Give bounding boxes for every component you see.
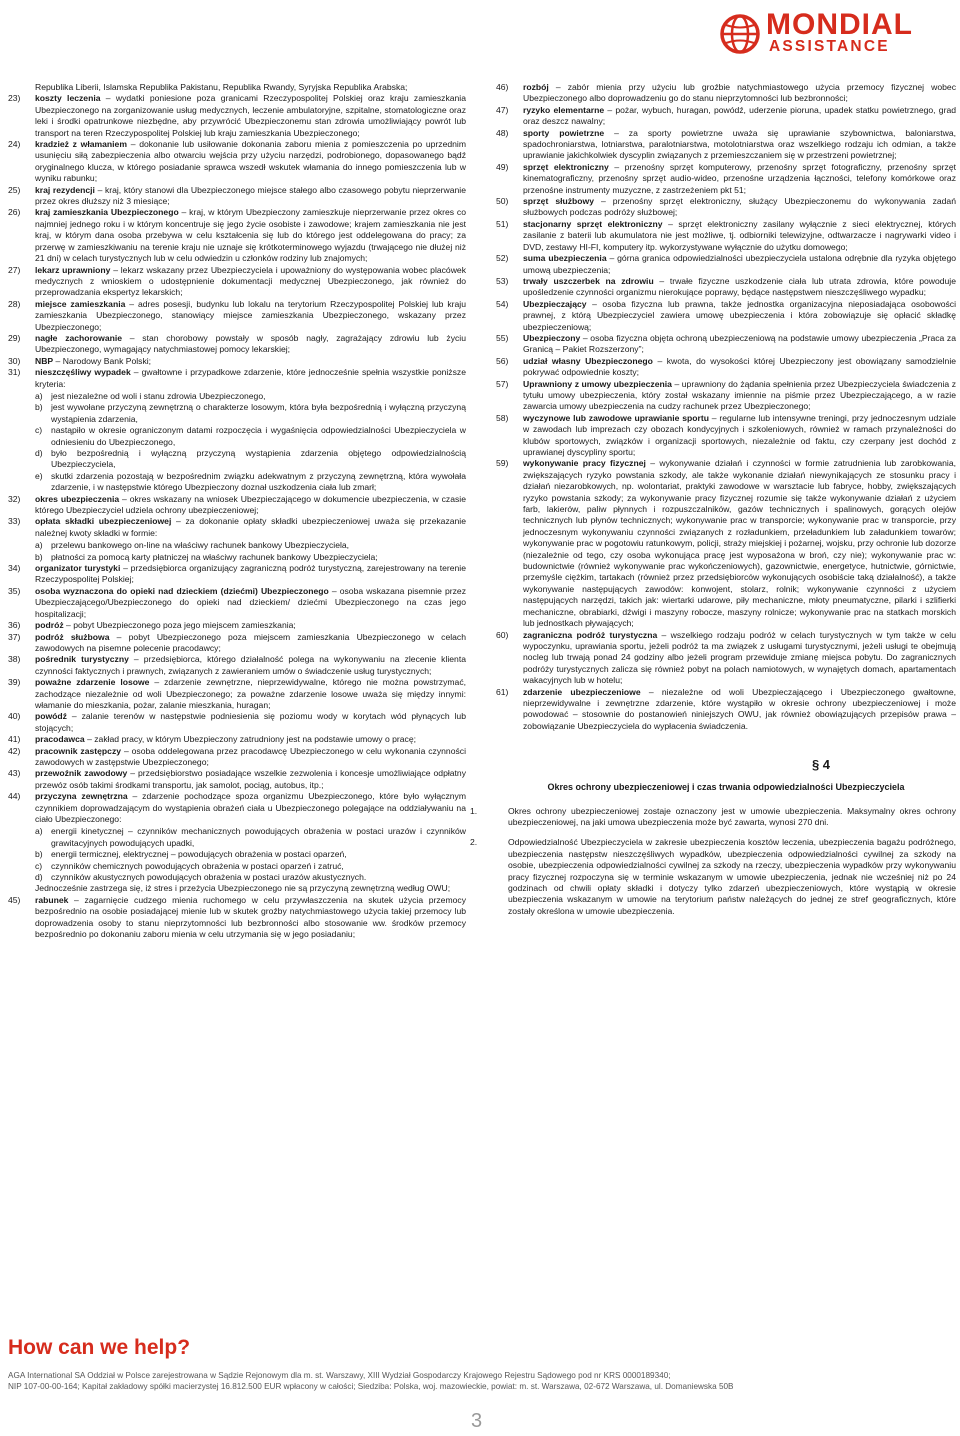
definition-body [35, 654, 466, 675]
subitem-letter: a) [35, 826, 43, 837]
definition-body [35, 768, 466, 789]
definition-item [8, 333, 466, 356]
subitem-text: czynników chemicznych powodujących obrażenia w postaci oparzeń i zatruć, [51, 860, 344, 871]
definition-term: poważne zdarzenie losowe [35, 677, 150, 688]
definition-item [496, 196, 956, 219]
definition-text: – stan chorobowy powstały w sposób nagły, zagrażający zdrowiu lub życiu Ubezpieczonego, wymagający natychmiastowej pomocy lekarskiej; [35, 332, 466, 355]
definition-number: 47) [496, 104, 509, 115]
definition-subitem [35, 471, 466, 494]
definition-item [496, 379, 956, 413]
section-paragraph [470, 805, 956, 829]
definition-text: – górna granica odpowiedzialności ubezpieczyciela ustalona odrębnie dla ryzyka objętego umową ubezpieczenia; [523, 253, 956, 275]
definition-text: – gwałtowne i przypadkowe zdarzenie, które jednocześnie spełnia wszystkie poniższe kryteria: [35, 367, 466, 389]
definition-text: – zdarzenie pochodzące spoza organizmu Ubezpieczonego, które było wyłącznym czynnikiem doprowadzającym do wystąpienia obrażeń ciała u Ubezpieczonego polegające na oddziaływaniu na ciało Ubezpieczonego: [35, 791, 467, 824]
definition-item [496, 162, 956, 196]
definition-term: pracodawca [35, 734, 85, 745]
definition-term: sporty powietrzne [523, 127, 605, 138]
definition-number: 30) [8, 355, 21, 366]
definition-number: 28) [8, 298, 21, 309]
mondial-logo [720, 10, 952, 58]
subitem-text: nastąpiło w okresie ograniczonym datami rozpoczęcia i wygaśnięcia odpowiedzialności Ubezpieczyciela w odniesieniu do Ubezpieczonego, [51, 425, 466, 447]
definition-text: – zdarzenie zewnętrzne, nieprzewidywalne, którego nie można powstrzymać, zachodzące niezależnie od woli Ubezpieczonego; za poważne zdarzenie losowe uważa się między innymi: włamanie do mieszkania, pożar, zalanie mieszkania, huragan; [35, 677, 467, 710]
definition-item [8, 207, 466, 264]
section-paragraph [470, 837, 956, 917]
definition-number: 52) [496, 253, 509, 264]
footer-line-2: NIP 107-00-00-164; Kapitał zakładowy spółki macierzystej 16.812.500 EUR wpłacony w całości; Siedziba: Polska, woj. mazowieckie, powiat: m. st. Warszawa, 02-672 Warszawa, ul. Domaniewska 50B [8, 1382, 734, 1391]
definition-item [496, 105, 956, 128]
definition-body [523, 458, 956, 628]
definition-number: 23) [8, 93, 21, 104]
definition-number: 32) [8, 493, 21, 504]
subitem-letter: b) [35, 402, 43, 413]
definition-item [8, 185, 466, 208]
definition-text: – zakład pracy, w którym Ubezpieczony zatrudniony jest na podstawie umowy o pracę; [84, 734, 417, 745]
definition-body [35, 746, 466, 767]
definition-item [8, 516, 466, 563]
definition-subitem [35, 402, 466, 425]
definition-item [496, 458, 956, 629]
subitem-text: energii kinetycznej – czynników mechanicznych powodujących obrażenia w postaci urazów i czynników grawitacyjnych powodujących upadki, [51, 826, 466, 848]
definition-body [35, 620, 296, 630]
definition-number: 49) [496, 161, 509, 172]
definition-subitem [35, 861, 466, 872]
definition-text: – przenośny sprzęt komputerowy, przenośny sprzęt fotograficzny, przenośny sprzęt kinematograficzny, przenośny sprzęt audio-wideo, przenośne urządzenia łączności, telefony komórkowe oraz przenośne instrumenty muzyczne, z zastrzeżeniem pkt 51; [523, 161, 957, 195]
definition-number: 25) [8, 184, 21, 195]
definition-term: nieszczęśliwy wypadek [35, 367, 131, 378]
definition-term: podróż [35, 620, 64, 631]
definition-term: organizator turystyki [35, 563, 121, 574]
subitem-letter: d) [35, 448, 43, 458]
left-column [8, 82, 466, 940]
definition-subitem [35, 448, 466, 471]
definition-body [35, 563, 466, 584]
definition-text: – okres wskazany na wniosek Ubezpieczającego w dokumencie ubezpieczenia, w czasie którego Ubezpieczyciel udziela ochrony ubezpieczeniowej; [35, 493, 466, 516]
definition-term: sprzęt służbowy [523, 196, 594, 207]
subitem-letter: a) [35, 390, 43, 401]
definition-text: – trwałe fizyczne uszkodzenie ciała lub utrata zdrowia, które powoduje upośledzenie czynności organizmu nierokujące poprawy, będące następstwem nieszczęśliwego wypadku; [523, 275, 956, 298]
definition-item [8, 734, 466, 745]
subitem-text: płatności za pomocą karty płatniczej na właściwy rachunek bankowy Ubezpieczyciela; [51, 551, 378, 562]
definition-body [35, 367, 466, 388]
paragraph-number: 2. [470, 837, 478, 848]
definition-item [496, 356, 956, 379]
definition-body [523, 105, 956, 126]
definition-text: – przedsiębiorstwo posiadające wszelkie zezwolenia i koncesje umożliwiające odpłatny przewóz osób takimi środkami transportu, jak samolot, pociąg, autobus, itp.; [35, 768, 467, 790]
left-definitions [8, 93, 466, 940]
definition-text: – pobyt Ubezpieczonego poza miejscem zamieszkania Ubezpieczonego w celach zawodowych na pisemne polecenie pracodawcy; [35, 631, 466, 653]
definition-term: udział własny Ubezpieczonego [523, 355, 653, 366]
definition-number: 36) [8, 620, 21, 631]
definition-number: 45) [8, 894, 21, 905]
right-definitions [496, 82, 956, 732]
definition-item [8, 677, 466, 711]
definition-term: rabunek [35, 894, 69, 905]
subitem-text: jest niezależne od woli i stanu zdrowia Ubezpieczonego, [51, 390, 266, 401]
definition-number: 31) [8, 367, 21, 378]
definition-number: 40) [8, 711, 21, 722]
definition-number: 55) [496, 332, 509, 343]
definition-body [35, 895, 466, 939]
definition-term: podróż służbowa [35, 631, 110, 642]
definition-term: trwały uszczerbek na zdrowiu [523, 275, 654, 286]
definition-item [496, 687, 956, 733]
definition-term: zagraniczna podróż turystyczna [523, 629, 658, 640]
definition-number: 24) [8, 139, 21, 150]
definition-term: koszty leczenia [35, 93, 101, 104]
definition-body [523, 379, 956, 412]
definition-subitem [35, 391, 466, 402]
definition-body [35, 711, 466, 732]
subitem-text: skutki zdarzenia pozostają w bezpośrednim związku adekwatnym z przyczyną zewnętrzną, która wywołała zdarzenie, i w następstwie którego Ubezpieczony doznał uszkodzenia ciała lub zmarł; [51, 470, 466, 493]
subitem-letter: c) [35, 425, 43, 436]
definition-term: kraj rezydencji [35, 184, 95, 195]
definition-body [35, 139, 466, 183]
definition-body [35, 791, 466, 824]
definition-body [523, 219, 956, 252]
definition-item [8, 299, 466, 333]
definition-body [523, 630, 956, 686]
definition-term: wykonywanie pracy fizycznej [523, 458, 646, 469]
definition-item [8, 494, 466, 517]
definition-text: – osoba fizyczna objęta ochroną ubezpieczeniową na podstawie umowy ubezpieczenia „Praca za Granicą – Pakiet Rozszerzony”; [523, 332, 956, 355]
definition-term: powódź [35, 711, 67, 722]
definition-item [8, 139, 466, 185]
definition-body [35, 516, 466, 537]
definition-body [523, 128, 956, 161]
definition-text: – lekarz wskazany przez Ubezpieczyciela i upoważniony do występowania wobec placówek medycznych z wnioskiem o udostępnienie dokumentacji medycznej Ubezpieczonego, jak również do przeprowadzania ekspertyz lekarskich; [35, 264, 466, 298]
definition-text: – zagarnięcie cudzego mienia ruchomego w celu przywłaszczenia na skutek użycia przemocy bezpośrednio na osobie posiadającej mienie lub w skutek groźby natychmiastowego użycia takiej przemocy lub doprowadzenia osoby to stanu nieprzytomności lub bezbronności albo stosowanie ww. środków przemocy bezpośrednio po dokonaniu zaboru mienia w celu utrzymania się w jego posiadaniu; [35, 894, 466, 940]
definition-item [496, 128, 956, 162]
definition-number: 41) [8, 734, 21, 745]
definition-body [35, 586, 466, 619]
definition-text: – osoba oddelegowana przez pracodawcę Ubezpieczonego w celu wykonania czynności zawodowych w zastępstwie Ubezpieczonego; [35, 745, 466, 767]
definition-number: 48) [496, 127, 509, 138]
definition-number: 46) [496, 82, 509, 92]
definition-item [8, 265, 466, 299]
definition-text: – za dokonanie opłaty składki ubezpieczeniowej uważa się przekazanie należnej kwoty składki w formie: [35, 516, 466, 538]
definition-item [8, 791, 466, 895]
definition-sublist [35, 540, 466, 563]
definition-text: – za sporty powietrzne uważa się uprawianie szybownictwa, baloniarstwa, spadochroniarstwa, lotniarstwa, paralotniarstwa, motolotniarstwa oraz wszelkiego rodzaju ich odmian, a także uprawianie jakichkolwiek dyscyplin związanych z przemieszczaniem się w przestrzeni powietrznej; [523, 127, 956, 161]
definition-number: 35) [8, 585, 21, 596]
definition-text: – wszelkiego rodzaju podróż w celach turystycznych w tym także w celu wypoczynku, uprawiania sportu, jeżeli podróż ta ma związek z usługami turystycznymi, jeżeli usługi te obejmują nocleg lub trwają ponad 24 godziny albo jeżeli program przewiduje zmianę miejsca pobytu. Do zagranicznych podróży turystycznych zalicza się również pobyt na polach namiotowych, w wynajętych domach, apartamentach wakacyjnych lub w hotelu; [523, 629, 956, 686]
definition-body [35, 265, 466, 298]
definition-text: – wykonywanie działań i czynności w formie zatrudnienia lub zarobkowania, zwiększających ryzyko powstania szkody, ale także wykonanie działań niewynikających ze stosunku pracy i działań niezarobkowych, np. wolontariat, praktyki zawodowe w warsztacie lub fabryce, hobby, zwiększających ryzyko powstania szkody; za wykonywanie pracy fizycznej rozumie się także wykonywanie działań z użyciem farb, lakierów, paliw płynnych i rozpuszczalników, gazów technicznych i spalinowych, gorących olejów technicznych lub płynów technicznych; wykonywanie prac w transporcie; wykonywanie prac w transporcie, przy jednoczesnym wykonywaniu czynności związanych z rozładunkiem, przeładunkiem lub załadunkiem towarów; wykonywanie prac w pogotowiu ratunkowym, policji, straży miejskiej i pożarnej, wojsku, przy ochronie lub dozorze (niezależnie od tego, czy osoba wykonująca pracę jest wyposażona w broń, czy nie); wykonywanie prac w: budownictwie (również wykonywanie prac wykończeniowych), gazownictwie, energetyce, hutnictwie, górnictwie, przemyśle ciężkim, tartakach (również przez przedsiębiorców wykonujących osobiście taką działalność), a także wykonywanie następujących zawodów: konwojent, stolarz, rolnik; wykonywanie czynności z użyciem następujących narzędzi, takich jak: wiertarki udarowe, piły mechaniczne, młoty pneumatyczne, pilarki i szlifierki mechaniczne, obrabiarki, dźwigi i maszyny robocze, maszyny rolnicze; wykonywanie prac na statkach morskich lub jednostkach pływających; [523, 458, 956, 629]
definition-term: rozbój [523, 82, 549, 92]
definition-item [496, 82, 956, 105]
definition-term: pracownik zastępczy [35, 745, 122, 756]
brand-subtitle: ASSISTANCE [769, 38, 890, 55]
definition-text: – dokonanie lub usiłowanie dokonania zaboru mienia z pomieszczenia po uprzednim usunięciu siłą zabezpieczenia albo otwarciu wejścia przy użyciu narzędzi, podrobionego, dopasowanego bądź oryginalnego klucza, w którego posiadanie sprawca wszedł wskutek włamania do innego pomieszczenia lub w wyniku rabunku; [35, 139, 466, 184]
definition-text: – kraj, w którym Ubezpieczony zamieszkuje nieprzerwanie przez okres co najmniej jednego roku i w którym koncentruje się jego życie osobiste i zawodowe; krajem zamieszkania nie jest kraj, w którym dana osoba przebywa w celu kształcenia się lub do którego jest oddelegowana do pracy; za przerwę w zamieszkiwaniu na terenie kraju nie uznaje się krótkoterminowego wyjazdu (trwającego nie dłużej niż 21 dni) w celach turystycznych lub w celu odwiedzin u członków rodziny lub znajomych; [35, 207, 466, 264]
definition-subitem [35, 872, 466, 883]
definition-text: – pożar, wybuch, huragan, powódź, uderzenie pioruna, upadek statku powietrznego, grad oraz deszcz nawalny; [523, 104, 957, 127]
subitem-letter: b) [35, 551, 43, 562]
brand-name: MONDIAL [766, 8, 913, 41]
subitem-letter: a) [35, 540, 43, 551]
definition-term: przyczyna zewnętrzna [35, 791, 128, 802]
definition-term: kradzież z włamaniem [35, 139, 127, 150]
definition-item [8, 586, 466, 620]
definition-item [496, 299, 956, 333]
left-intro: Republika Liberii, Islamska Republika Pakistanu, Republika Rwandy, Syryjska Republika Arabska; [35, 82, 408, 92]
definition-body [523, 162, 956, 195]
definition-term: Ubezpieczający [523, 298, 587, 309]
definition-text: – Narodowy Bank Polski; [53, 355, 152, 366]
definition-body [523, 299, 956, 332]
definition-term: okres ubezpieczenia [35, 493, 120, 504]
definition-item [8, 746, 466, 769]
definition-number: 34) [8, 563, 21, 574]
definition-item [8, 367, 466, 493]
definition-body [35, 356, 151, 366]
definition-term: wyczynowe lub zawodowe uprawianie sportu [523, 412, 709, 423]
definition-number: 33) [8, 516, 21, 527]
definition-term: stacjonarny sprzęt elektroniczny [523, 218, 663, 229]
footer [8, 1370, 948, 1392]
definition-term: osoba wyznaczona do opieki nad dzieckiem (dziećmi) Ubezpieczonego [35, 585, 329, 596]
definition-text: – sprzęt elektroniczny zasilany wyłącznie z sieci elektrycznej, których zasilanie z baterii lub akumulatora nie jest możliwe, tj. odbiorniki telewizyjne, odtwarzacze i nagrywarki video i DVD, zestawy HI-FI, komputery itp. wykorzystywane wyłącznie do użytku domowego; [523, 218, 957, 252]
definition-text: – przedsiębiorca, którego działalność polega na wykonywaniu na zlecenie klienta czynności faktycznych i prawnych, związanych z zawieraniem umów o świadczenie usług turystycznych; [35, 654, 466, 676]
definition-text: – zabór mienia przy użyciu lub groźbie natychmiastowego użycia przemocy fizycznej wobec Ubezpieczonego albo doprowadzeniu go do stanu nieprzytomności lub bezbronności; [523, 82, 956, 104]
definition-number: 59) [496, 458, 509, 469]
definition-item [8, 563, 466, 586]
subitem-letter: d) [35, 872, 43, 883]
subitem-text: było bezpośrednią i wyłączną przyczyną wystąpienia zdarzenia objętego odpowiedzialnością Ubezpieczyciela, [51, 448, 466, 470]
definition-body [523, 333, 956, 354]
definition-term: opłata składki ubezpieczeniowej [35, 516, 172, 527]
definition-number: 29) [8, 332, 21, 343]
definition-note: Jednocześnie zastrzega się, iż stres i przeżycia Ubezpieczonego nie są przyczyną zewnętrzną według OWU; [35, 883, 451, 894]
paragraph-text: Odpowiedzialność Ubezpieczyciela w zakresie ubezpieczenia kosztów leczenia, ubezpieczenia bagażu podróżnego, ubezpieczenia następstw nieszczęśliwych wypadków, ubezpieczenia odpowiedzialności cywilnej za szkody na osobie, ubezpieczenia odpowiedzialności cywilnej za szkody na rzeczy, ubezpieczenia wypadków przy wykonywaniu pracy fizycznej rozpoczyna się w terminie wskazanym w umowie ubezpieczenia, jednak nie wcześniej niż po 24 godzinach od chwili opłaty składki i dotyczy tylko zdarzeń ubezpieczeniowych, które wystąpią w okresie ubezpieczenia wskazanym w umowie na terytorium państw należących do jednej ze stref geograficznych, które zostały określona w umowie ubezpieczenia. [508, 837, 956, 916]
definition-number: 61) [496, 686, 509, 697]
definition-number: 53) [496, 275, 509, 286]
definition-subitem [35, 849, 466, 860]
definition-item [8, 93, 466, 139]
definition-item [8, 895, 466, 941]
paragraph-number: 1. [470, 805, 478, 816]
definition-subitem [35, 552, 466, 563]
definition-text: – osoba fizyczna lub prawna, także jednostka organizacyjna nieposiadająca osobowości prawnej, z którą Ubezpieczyciel zawiera umowę ubezpieczenia i która zobowiązuje się opłacić składkę ubezpieczeniową; [523, 298, 956, 332]
definition-body [35, 734, 416, 744]
definition-body [35, 299, 466, 332]
definition-term: ryzyko elementarne [523, 104, 605, 115]
definition-term: pośrednik turystyczny [35, 654, 129, 665]
definition-text: – regularne lub intensywne treningi, przy jednoczesnym udziale w zawodach lub imprezach czy obozach kondycyjnych i szkoleniowych, również w ramach przynależności do klubów sportowych, związków i organizacji sportowych, niezależnie od faktu, czy czerpany jest dochód z uprawianej dyscypliny sportu; [523, 412, 956, 457]
definition-item [496, 276, 956, 299]
help-heading: How can we help? [8, 1336, 191, 1359]
definition-body [35, 93, 466, 137]
definition-body [35, 632, 466, 653]
definition-number: 54) [496, 298, 509, 309]
definition-body [523, 413, 956, 457]
definition-number: 56) [496, 355, 509, 366]
definition-number: 58) [496, 412, 509, 423]
definition-text: – przedsiębiorca organizujący zagraniczną podróż turystyczną, zarejestrowany na terenie Rzeczypospolitej Polskiej; [35, 563, 466, 585]
definition-number: 42) [8, 745, 21, 756]
subitem-text: jest wywołane przyczyną zewnętrzną o charakterze losowym, która była bezpośrednią i wyłączną przyczyną wystąpienia zdarzenia, [51, 402, 466, 424]
definition-text: – przenośny sprzęt elektroniczny, służący Ubezpieczonemu do wykonywania zadań służbowych podczas podróży służbowej; [523, 196, 956, 218]
definition-number: 57) [496, 378, 509, 389]
definition-text: – wydatki poniesione poza granicami Rzeczypospolitej Polskiej oraz kraju zamieszkania Ubezpieczonego na zorganizowanie usług medycznych, leczenie ambulatoryjne, szpitalne, stomatologiczne oraz leki i środki opatrunkowe niezbędne, aby przywrócić Ubezpieczonemu stan zdrowia umożliwiający powrót lub transport na teren Rzeczypospolitej Polskiej lub kraju zamieszkania Ubezpieczonego; [35, 93, 466, 138]
definition-body [35, 207, 466, 263]
subitem-text: przelewu bankowego on-line na właściwy rachunek bankowy Ubezpieczyciela, [51, 540, 350, 551]
footer-line-1: AGA International SA Oddział w Polsce zarejestrowana w Sądzie Rejonowym dla m. st. Warszawy, XIII Wydział Gospodarczy Krajowego Rejestru Sądowego pod nr KRS 0000189340; [8, 1371, 671, 1380]
definition-item [8, 356, 466, 367]
definition-item [496, 413, 956, 459]
definition-item [496, 333, 956, 356]
subitem-letter: b) [35, 849, 43, 860]
definition-sublist [35, 826, 466, 883]
subitem-letter: c) [35, 860, 43, 871]
paragraph-text: Okres ochrony ubezpieczeniowej zostaje oznaczony jest w umowie ubezpieczenia. Maksymalny okres ochrony ubezpieczeniowej, na jaki umowa ubezpieczenia może być zawarta, wynosi 270 dni. [508, 805, 956, 827]
definition-number: 51) [496, 218, 509, 229]
right-column [470, 82, 957, 926]
definition-item [8, 654, 466, 677]
definition-text: – kwota, do wysokości której Ubezpieczony jest obowiązany samodzielnie pokrywać odpowiednie koszty; [523, 355, 957, 378]
definition-body [523, 356, 956, 377]
definition-term: sprzęt elektroniczny [523, 161, 609, 172]
definition-item [496, 219, 956, 253]
definition-term: miejsce zamieszkania [35, 298, 126, 309]
definition-item [8, 620, 466, 631]
definition-body [523, 253, 956, 274]
definition-text: – uprawniony do żądania spełnienia przez Ubezpieczyciela świadczenia z tytułu umowy ubezpieczenia, który został wskazany imiennie na piśmie przez Ubezpieczającego, a w razie zawarcia umowy ubezpieczenia na cudzy rachunek przez Ubezpieczonego; [523, 378, 956, 412]
definition-item [496, 630, 956, 687]
definition-text: – zalanie terenów w następstwie podniesienia się poziomu wody w korytach wód płynących lub stojących; [35, 711, 466, 733]
definition-text: – pobyt Ubezpieczonego poza jego miejscem zamieszkania; [63, 620, 296, 631]
definition-term: lekarz uprawniony [35, 264, 111, 275]
definition-term: NBP [35, 355, 54, 366]
definition-subitem [35, 425, 466, 448]
definition-number: 50) [496, 196, 509, 207]
definition-body [35, 185, 466, 206]
definition-body [35, 677, 466, 710]
definition-item [8, 632, 466, 655]
definition-number: 27) [8, 264, 21, 275]
definition-body [523, 82, 956, 103]
definition-term: kraj zamieszkania Ubezpieczonego [35, 207, 179, 218]
section-title: Okres ochrony ubezpieczeniowej i czas trwania odpowiedzialności Ubezpieczyciela [547, 782, 905, 793]
definition-number: 26) [8, 207, 21, 218]
subitem-text: energii termicznej, elektrycznej – powodujących obrażenia w postaci oparzeń, [51, 849, 347, 860]
definition-subitem [35, 540, 466, 551]
definition-number: 43) [8, 768, 21, 779]
definition-text: – kraj, który stanowi dla Ubezpieczonego miejsce stałego albo czasowego pobytu nieprzerwanie przez okres dłuższy niż 3 miesiące; [35, 184, 466, 207]
definition-text: – osoba wskazana pisemnie przez Ubezpieczającego/Ubezpieczonego do opieki nad dzieckiem/ dziećmi Ubezpieczonego na czas jego hospitalizacji; [35, 585, 466, 619]
definition-item [8, 711, 466, 734]
definition-term: nagłe zachorowanie [35, 332, 123, 343]
definition-subitem [35, 826, 466, 849]
definition-term: suma ubezpieczenia [523, 253, 607, 264]
section-sign: § 4 [811, 757, 831, 773]
definition-number: 44) [8, 791, 21, 802]
definition-term: Uprawniony z umowy ubezpieczenia [523, 378, 672, 389]
mondial-globe-icon [720, 14, 760, 54]
definition-number: 37) [8, 631, 21, 642]
definition-body [523, 687, 956, 731]
definition-term: przewoźnik zawodowy [35, 768, 128, 779]
definition-item [8, 768, 466, 791]
definition-text: – niezależne od woli Ubezpieczającego i Ubezpieczonego gwałtowne, nieprzewidywalne i zewnętrzne zdarzenie, które wystąpiło w okresie ochrony ubezpieczeniowej i może powodować – stosownie do postanowień niniejszych OWU, jak również obowiązujących przepisów prawa – zobowiązanie Ubezpieczyciela do wypłacenia świadczenia. [523, 686, 957, 731]
definition-number: 39) [8, 677, 21, 688]
subitem-letter: e) [35, 470, 43, 481]
section-paragraphs [470, 805, 956, 918]
definition-term: zdarzenie ubezpieczeniowe [523, 686, 641, 697]
definition-item [496, 253, 956, 276]
definition-body [523, 276, 956, 297]
definition-text: – adres posesji, budynku lub lokalu na terytorium Rzeczypospolitej Polskiej lub kraju zamieszkania Ubezpieczonego, stanowiący miejsce zamieszkania Ubezpieczonego, wskazany przez Ubezpieczonego; [35, 298, 466, 332]
definition-body [523, 196, 956, 217]
definition-term: Ubezpieczony [523, 332, 581, 343]
definition-sublist [35, 391, 466, 494]
subitem-text: czynników akustycznych powodujących obrażenia w postaci urazów akustycznych. [51, 872, 367, 883]
definition-number: 38) [8, 654, 21, 665]
page-number: 3 [471, 1410, 483, 1432]
definition-body [35, 333, 466, 354]
definition-body [35, 494, 466, 515]
definition-number: 60) [496, 629, 509, 640]
